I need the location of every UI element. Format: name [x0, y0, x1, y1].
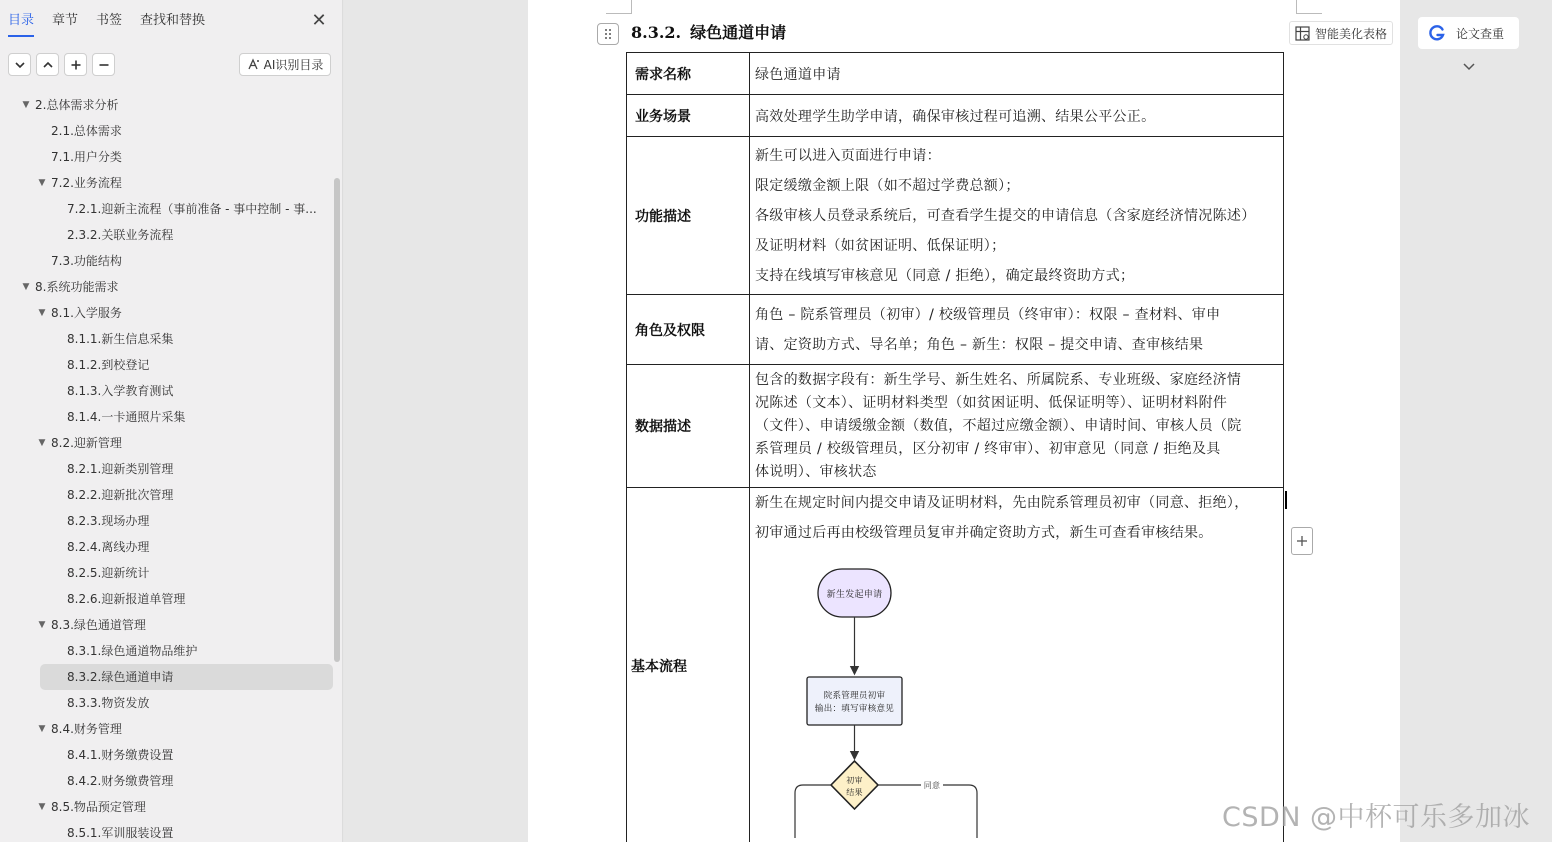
ai-sparkle-icon [247, 58, 260, 71]
func-line: 支持在线填写审核意见（同意 / 拒绝），确定最终资助方式； [755, 267, 1135, 284]
heading-number: 8.3.2. [631, 23, 682, 42]
crop-mark [606, 0, 632, 14]
flow-start-node[interactable] [818, 569, 891, 617]
toc-item[interactable] [0, 196, 333, 222]
toc-item-label: 2.1.总体需求 [51, 124, 122, 138]
flow-edge-agree [878, 785, 977, 838]
toc-item[interactable] [0, 482, 333, 508]
chevron-down-icon[interactable] [1461, 60, 1477, 74]
toc-item-label: 8.2.5.迎新统计 [67, 566, 150, 580]
table-icon [1295, 26, 1310, 41]
table-row [627, 53, 1284, 95]
role-line: 角色 – 院系管理员（初审）/ 校级管理员（终审审）：权限 – 查材料、审申 [755, 306, 1221, 323]
toc-item-label: 8.2.1.迎新类别管理 [67, 462, 174, 476]
scene-label: 业务场景 [627, 95, 750, 137]
toc-item-label: 8.5.物品预定管理 [51, 800, 146, 814]
toc-item-label: 8.3.1.绿色通道物品维护 [67, 644, 198, 658]
toc-item-label: 7.1.用户分类 [51, 150, 122, 164]
func-line: 各级审核人员登录系统后，可查看学生提交的申请信息（含家庭经济情况陈述） [755, 207, 1256, 224]
flowchart-diagram [755, 556, 995, 838]
toc-item[interactable] [0, 248, 333, 274]
table-row [627, 95, 1284, 137]
add-row-button[interactable] [1291, 527, 1313, 555]
chevron-down-icon [14, 59, 26, 71]
toc-toolbar [8, 53, 115, 76]
toc-item[interactable] [0, 794, 333, 820]
flow-decision-text: 初审 [846, 776, 863, 785]
data-line: （文件）、申请缓缴金额（数值，不超过应缴金额）、申请时间、审核人员（院 [755, 417, 1242, 434]
caret-down-icon[interactable]: ▼ [38, 438, 46, 448]
toc-item[interactable] [0, 222, 333, 248]
data-line: 包含的数据字段有：新生学号、新生姓名、所属院系、专业班级、家庭经济情 [755, 371, 1242, 388]
tab-toc[interactable]: 目录 [8, 10, 34, 32]
plus-icon [1296, 535, 1308, 547]
flow-review-node[interactable] [807, 677, 902, 725]
caret-down-icon[interactable]: ▼ [38, 620, 46, 630]
flow-label: 基本流程 [627, 488, 750, 842]
flow-decision-node[interactable] [831, 761, 878, 809]
flow-line: 新生在规定时间内提交申请及证明材料，先由院系管理员初审（同意、拒绝）， [755, 495, 1249, 511]
beautify-table-label: 智能美化表格 [1315, 26, 1388, 41]
collapse-button[interactable] [8, 53, 31, 76]
data-line: 况陈述（文本）、证明材料类型（如贫困证明、低保证明等）、证明材料附件 [755, 394, 1228, 411]
toc-item-label: 8.1.1.新生信息采集 [67, 332, 174, 346]
toc-item-label: 8.3.2.绿色通道申请 [67, 670, 174, 684]
name-label: 需求名称 [627, 53, 750, 95]
toc-item-label: 7.2.业务流程 [51, 176, 122, 190]
nav-tabs [8, 10, 223, 34]
toc-item[interactable] [0, 274, 333, 300]
toc-item[interactable] [0, 300, 333, 326]
flow-decision-text-2: 结果 [846, 788, 863, 797]
section-heading [631, 20, 786, 43]
role-label: 角色及权限 [627, 295, 750, 365]
func-line: 限定缓缴金额上限（如不超过学费总额）； [755, 177, 1020, 194]
toc-item-label: 2.3.2.关联业务流程 [67, 228, 174, 242]
plus-icon [70, 59, 82, 71]
toc-item-label: 8.4.财务管理 [51, 722, 122, 736]
toc-item-label: 8.1.2.到校登记 [67, 358, 150, 372]
flow-edge-reject [795, 785, 831, 838]
toc-item[interactable] [0, 352, 333, 378]
data-value[interactable] [750, 365, 1284, 488]
minus-icon [98, 59, 110, 71]
plagiarism-check-icon [1428, 24, 1446, 42]
toc-item[interactable] [0, 456, 333, 482]
table-row [627, 488, 1284, 842]
add-heading-button[interactable] [64, 53, 87, 76]
table-row [627, 295, 1284, 365]
caret-down-icon[interactable]: ▼ [22, 282, 30, 292]
toc-list [0, 92, 333, 842]
table-row [627, 365, 1284, 488]
toc-item[interactable] [0, 560, 333, 586]
toc-item[interactable] [0, 508, 333, 534]
remove-heading-button[interactable] [92, 53, 115, 76]
toc-item[interactable] [0, 326, 333, 352]
tab-bookmarks[interactable]: 书签 [96, 13, 123, 28]
toc-item[interactable] [0, 92, 333, 118]
flow-value[interactable] [750, 488, 1284, 842]
tab-find-replace[interactable]: 查找和替换 [140, 13, 206, 28]
table-row [627, 137, 1284, 295]
toc-item[interactable] [0, 690, 333, 716]
toc-item[interactable] [0, 638, 333, 664]
toc-item[interactable] [0, 742, 333, 768]
toc-item-label: 8.2.2.迎新批次管理 [67, 488, 174, 502]
tab-chapters[interactable]: 章节 [52, 13, 79, 28]
caret-down-icon[interactable]: ▼ [38, 178, 46, 188]
toc-item[interactable] [40, 664, 333, 690]
toc-item-label: 8.3.3.物资发放 [67, 696, 150, 710]
role-line: 请、定资助方式、导名单；角色 – 新生：权限 – 提交申请、查审核结果 [755, 336, 1204, 353]
caret-down-icon[interactable]: ▼ [38, 724, 46, 734]
toc-item[interactable] [0, 378, 333, 404]
toc-item-label: 8.1.3.入学教育测试 [67, 384, 174, 398]
role-value[interactable] [750, 295, 1284, 365]
toc-item[interactable] [0, 820, 333, 842]
toc-item-label: 8.系统功能需求 [35, 280, 119, 294]
toc-item-label: 8.5.1.军训服装设置 [67, 826, 174, 840]
toc-item[interactable] [0, 586, 333, 612]
grip-icon [604, 28, 612, 40]
toc-item-label: 8.2.6.迎新报道单管理 [67, 592, 186, 606]
toc-item[interactable] [0, 534, 333, 560]
heading-text: 绿色通道申请 [690, 23, 787, 42]
flow-line: 初审通过后再由校级管理员复审并确定资助方式，新生可查看审核结果。 [755, 525, 1213, 541]
toc-item-label: 7.2.1.迎新主流程（事前准备 - 事中控制 - 事... [67, 202, 317, 216]
toc-item-label: 8.4.1.财务缴费设置 [67, 748, 174, 762]
toc-item-label: 8.2.4.离线办理 [67, 540, 150, 554]
watermark: CSDN @中杯可乐多加冰 [1222, 802, 1531, 833]
table-drag-handle[interactable] [597, 23, 619, 45]
caret-down-icon[interactable]: ▼ [38, 802, 46, 812]
navigation-panel [0, 0, 343, 842]
data-line: 体说明）、审核状态 [755, 463, 877, 480]
plagiarism-check-label: 论文查重 [1456, 26, 1505, 41]
crop-mark [631, 0, 632, 14]
toc-item-label: 8.3.绿色通道管理 [51, 618, 146, 632]
data-label: 数据描述 [627, 365, 750, 488]
func-label: 功能描述 [627, 137, 750, 295]
toc-item-label: 2.总体需求分析 [35, 98, 119, 112]
ai-toc-button[interactable] [239, 53, 331, 76]
func-value[interactable] [750, 137, 1284, 295]
name-value[interactable]: 绿色通道申请 [750, 53, 1284, 95]
requirement-table [626, 52, 1284, 842]
func-line: 新生可以进入页面进行申请： [755, 147, 941, 164]
caret-down-icon[interactable]: ▼ [22, 100, 30, 110]
toc-item[interactable] [0, 430, 333, 456]
flow-review-text: 院系管理员初审 [823, 691, 886, 701]
toc-item[interactable] [0, 716, 333, 742]
flow-start-text: 新生发起申请 [826, 590, 883, 600]
toc-item-label: 8.1.入学服务 [51, 306, 122, 320]
chevron-up-icon [42, 59, 54, 71]
toc-item[interactable] [0, 768, 333, 794]
crop-mark [1296, 0, 1297, 14]
crop-mark [1296, 0, 1322, 14]
data-line: 系管理员 / 校级管理员，区分初审 / 终审审）、初审意见（同意 / 拒绝及具 [755, 440, 1221, 457]
caret-down-icon[interactable]: ▼ [38, 308, 46, 318]
toc-item-label: 8.1.4.一卡通照片采集 [67, 410, 186, 424]
toc-item-label: 8.4.2.财务缴费管理 [67, 774, 174, 788]
toc-item[interactable] [0, 612, 333, 638]
plagiarism-check-button[interactable] [1418, 17, 1519, 49]
toc-scrollbar[interactable] [334, 178, 340, 662]
beautify-table-button[interactable] [1289, 21, 1393, 45]
flow-edge-label: 同意 [923, 781, 941, 790]
func-line: 及证明材料（如贫困证明、低保证明）； [755, 237, 1006, 254]
close-icon[interactable]: ✕ [311, 10, 327, 31]
toc-item[interactable] [0, 118, 333, 144]
ai-toc-label: AI识别目录 [263, 58, 324, 72]
expand-button[interactable] [36, 53, 59, 76]
toc-item[interactable] [0, 144, 333, 170]
toc-item[interactable] [0, 404, 333, 430]
toc-item[interactable] [0, 170, 333, 196]
text-cursor [1285, 491, 1287, 509]
toc-item-label: 8.2.3.现场办理 [67, 514, 150, 528]
flow-review-output: 输出：填写审核意见 [814, 704, 895, 714]
toc-item-label: 8.2.迎新管理 [51, 436, 122, 450]
toc-item-label: 7.3.功能结构 [51, 254, 122, 268]
scene-value[interactable]: 高效处理学生助学申请，确保审核过程可追溯、结果公平公正。 [750, 95, 1284, 137]
